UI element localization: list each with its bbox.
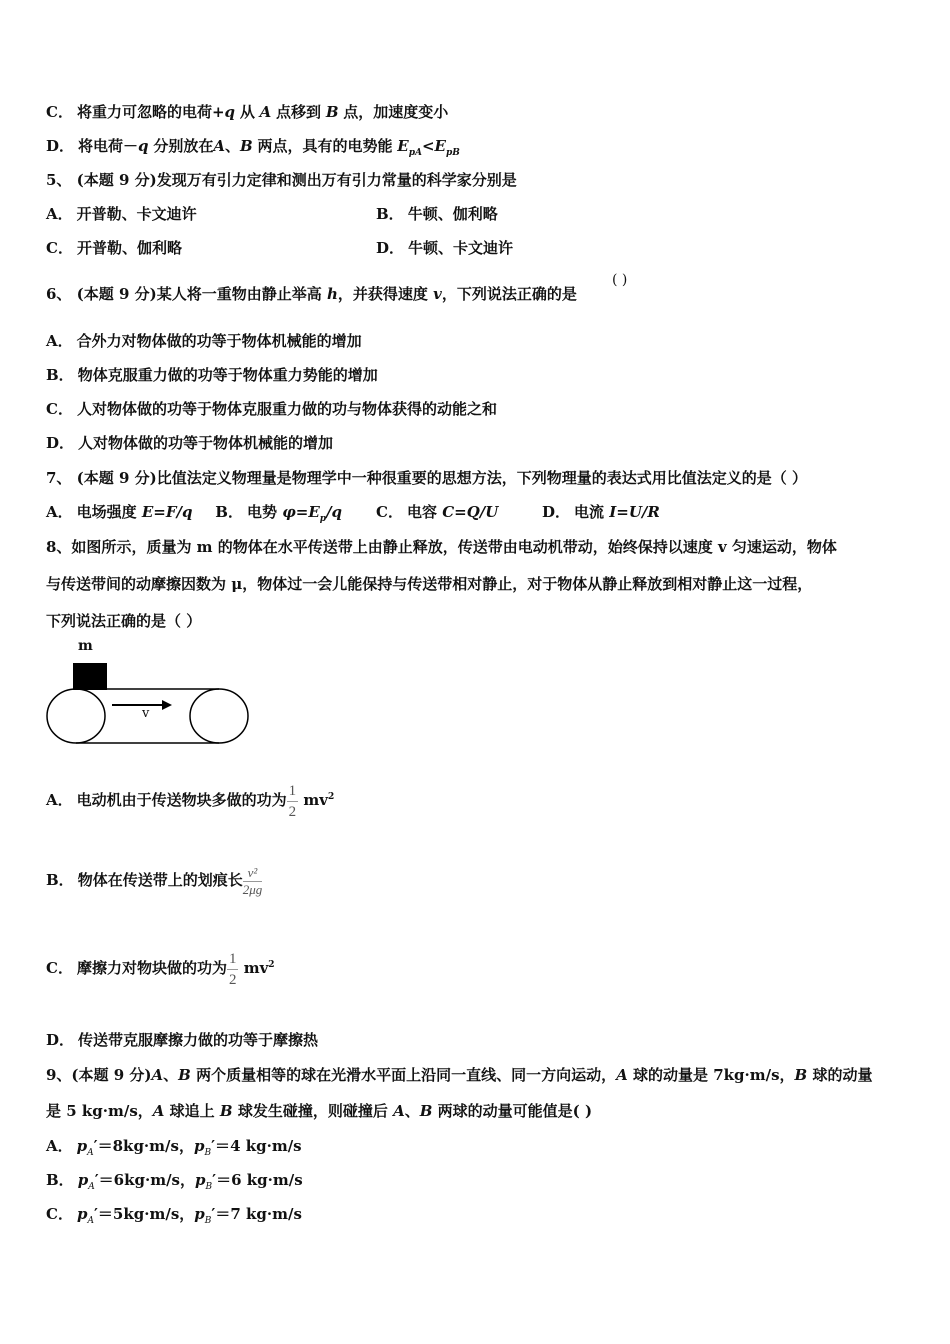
conveyor-belt-diagram (46, 638, 251, 748)
fraction: $\frac{1}{2}$ (288, 782, 297, 820)
q7-stem: 7、 (本题 9 分)比值法定义物理量是物理学中一种很重要的思想方法，下列物理量的表达式用比值法定义的是（ ） (46, 469, 807, 487)
q7-option-a: A． 电场强度 E=F/q (46, 503, 193, 521)
q8-option-b: B． 物体在传送带上的划痕长 $\frac{\text{v²}}{2\mu g}$ (46, 864, 263, 897)
q8-stem-line-2: 与传送带间的动摩擦因数为 μ，物体过一会儿能保持与传送带相对静止，对于物体从静止释放到相对静止这一过程， (46, 575, 813, 593)
q5-option-a: A． 开普勒、卡文迪许 (46, 205, 197, 223)
q7-options (46, 502, 660, 529)
q5-stem: 5、 (本题 9 分)发现万有引力定律和测出万有引力常量的科学家分别是 (46, 171, 517, 189)
q9-stem-line-2: 是 5 kg·m/s，A 球追上 B 球发生碰撞，则碰撞后 A、B 两球的动量可能值是( ) (46, 1102, 593, 1120)
fraction: $\frac{1}{2}$ (228, 950, 237, 988)
q7-option-c: C． 电容 C=Q/U (376, 503, 499, 521)
q9-option-a: A． $p_A'=8kg\cdot m/s$，$p_B'=4$ kg·m/s (46, 1137, 302, 1158)
q8-option-d: D． 传送带克服摩擦力做的功等于摩擦热 (46, 1031, 319, 1049)
q9-stem-line-1: 9、(本题 9 分)A、B 两个质量相等的球在光滑水平面上沿同一直线、同一方向运动，A 球的动量是 7kg·m/s，B 球的动量 (46, 1066, 873, 1084)
mass-label: m (78, 638, 93, 654)
q8-option-c: C． 摩擦力对物块做的功为 $\frac{1}{2}$ $mv^2$ (46, 950, 275, 988)
q4-option-c: C． 将重力可忽略的电荷+q 从 A 点移到 B 点，加速度变小 (46, 103, 449, 121)
q8-option-a: A． 电动机由于传送物块多做的功为 $\frac{1}{2}$ $mv^2$ (46, 782, 335, 820)
q6-answer-bracket: ( ) (612, 272, 628, 288)
conveyor-belt-icon (46, 638, 251, 748)
q5-option-c: C． 开普勒、伽利略 (46, 239, 182, 257)
q8-stem-line-3: 下列说法正确的是（ ） (46, 612, 202, 630)
q9-option-b: B． $p_A'=6kg\cdot m/s$，$p_B'=6$ kg·m/s (46, 1171, 303, 1192)
q4-option-d: D． 将电荷－q 分别放在A、B 两点，具有的电势能 $E_{pA}<E_{pB}$ (46, 137, 460, 158)
q6-stem: 6、 (本题 9 分)某人将一重物由静止举高 h，并获得速度 v，下列说法正确的是 (46, 285, 577, 303)
q6-option-d: D． 人对物体做的功等于物体机械能的增加 (46, 434, 334, 452)
q6-option-b: B． 物体克服重力做的功等于物体重力势能的增加 (46, 366, 378, 384)
fraction: $\frac{\text{v²}}{2\mu g}$ (242, 864, 263, 897)
q7-option-b: B． 电势 $\varphi=E_p/q$ (215, 503, 343, 524)
q5-option-b: B． 牛顿、伽利略 (376, 205, 498, 223)
velocity-label: v (142, 706, 150, 721)
q6-option-c: C． 人对物体做的功等于物体克服重力做的功与物体获得的动能之和 (46, 400, 497, 418)
q7-option-d: D． 电流 I=U/R (542, 503, 660, 521)
q5-option-d: D． 牛顿、卡文迪许 (376, 239, 514, 257)
q6-option-a: A． 合外力对物体做的功等于物体机械能的增加 (46, 332, 362, 350)
q9-option-c: C． $p_A'=5kg\cdot m/s$，$p_B'=7$ kg·m/s (46, 1205, 302, 1226)
q8-stem-line-1: 8、如图所示，质量为 m 的物体在水平传送带上由静止释放，传送带由电动机带动，始终保持以速度 v 匀速运动，物体 (46, 538, 837, 556)
